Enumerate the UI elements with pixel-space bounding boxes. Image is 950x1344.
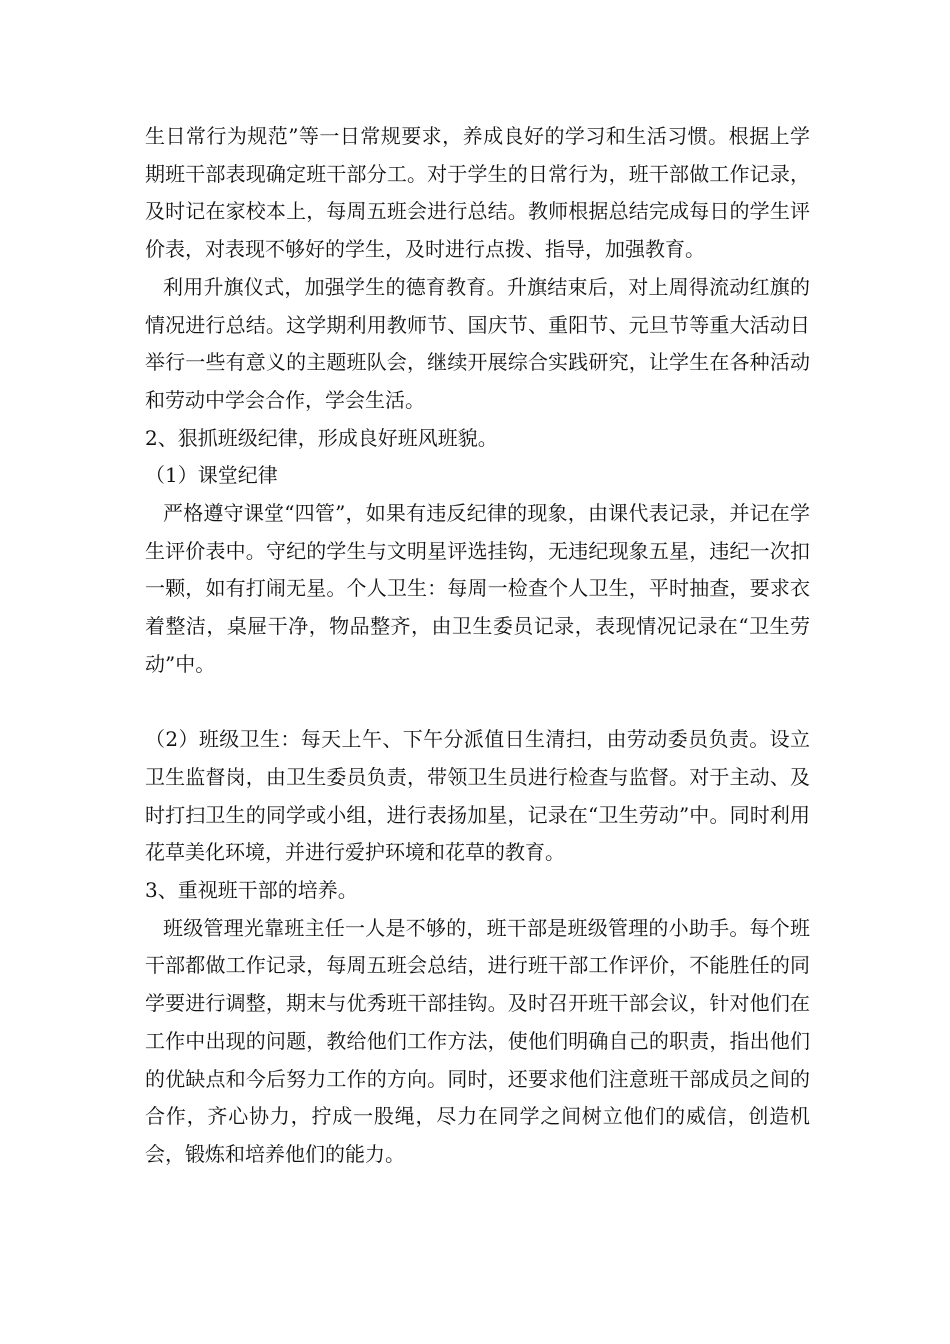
heading-class-cadres: 3、重视班干部的培养。 (145, 878, 358, 903)
heading-class-discipline: 2、狠抓班级纪律，形成良好班风班貌。 (145, 425, 498, 450)
paragraph-flag-ceremony: 利用升旗仪式，加强学生的德育教育。升旗结束后，对上周得流动红旗的情况进行总结。这学期利用教师节、国庆节、重阳节、元旦节等重大活动日举行一些有意义的主题班队会，继续开展综合实践研究，让学生在各种活动和劳动中学会合作，学会生活。 (145, 274, 810, 412)
document-body (145, 118, 810, 1174)
blank-line (145, 684, 810, 722)
paragraph-classroom-rules: 严格遵守课堂“四管”，如果有违反纪律的现象，由课代表记录，并记在学生评价表中。守纪的学生与文明星评选挂钩，无违纪现象五星，违纪一次扣一颗，如有打闹无星。个人卫生：每周一检查个人卫生，平时抽查，要求衣着整洁，桌屉干净，物品整齐，由卫生委员记录，表现情况记录在“卫生劳动”中。 (145, 501, 810, 676)
paragraph-class-hygiene: （2）班级卫生：每天上午、下午分派值日生清扫，由劳动委员负责。设立卫生监督岗，由卫生委员负责，带领卫生员进行检查与监督。对于主动、及时打扫卫生的同学或小组，进行表扬加星，记录在“卫生劳动”中。同时利用花草美化环境，并进行爱护环境和花草的教育。 (145, 727, 810, 865)
paragraph-daily-norms: 生日常行为规范”等一日常规要求，养成良好的学习和生活习惯。根据上学期班干部表现确定班干部分工。对于学生的日常行为，班干部做工作记录，及时记在家校本上，每周五班会进行总结。教师根据总结完成每日的学生评价表，对表现不够好的学生，及时进行点拨、指导，加强教育。 (145, 124, 810, 262)
subheading-classroom-discipline: （1）课堂纪律 (145, 463, 278, 488)
paragraph-cadre-training: 班级管理光靠班主任一人是不够的，班干部是班级管理的小助手。每个班干部都做工作记录，每周五班会总结，进行班干部工作评价，不能胜任的同学要进行调整，期末与优秀班干部挂钩。及时召开班干部会议，针对他们在工作中出现的问题，教给他们工作方法，使他们明确自己的职责，指出他们的优缺点和今后努力工作的方向。同时，还要求他们注意班干部成员之间的合作，齐心协力，拧成一股绳，尽力在同学之间树立他们的威信，创造机会，锻炼和培养他们的能力。 (145, 915, 810, 1166)
